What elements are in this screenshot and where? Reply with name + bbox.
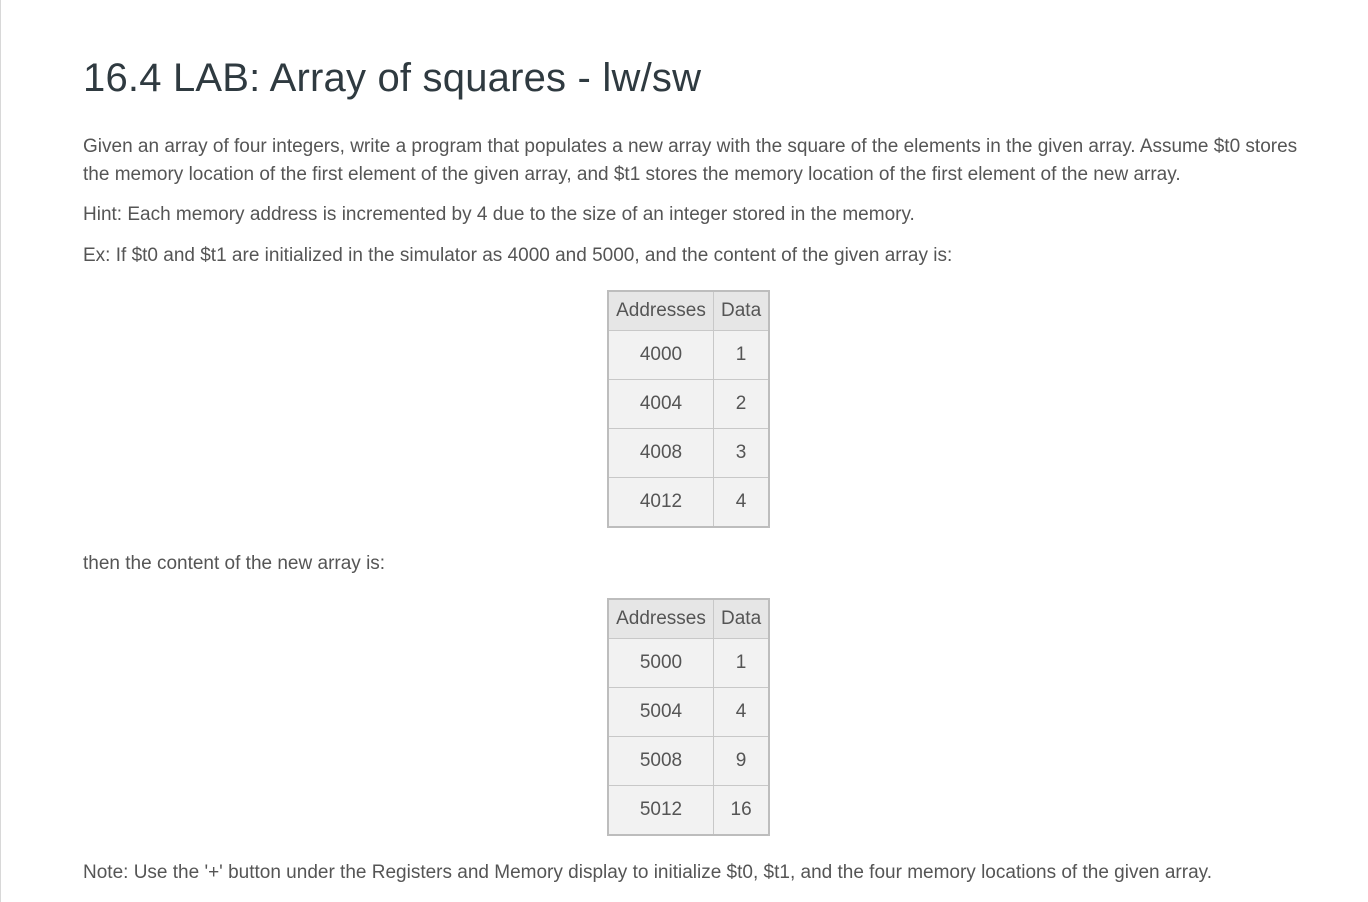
- data-cell: 3: [714, 429, 770, 478]
- table-row: [608, 786, 769, 836]
- data-header: Data: [714, 291, 770, 331]
- intro-paragraph: Given an array of four integers, write a program that populates a new array with the square of the elements in the given array. Assume $t0 stores the memory location of the first element of the given array, and $t1 stores the memory location of the first element of the new array.: [83, 136, 1298, 185]
- address-cell: 4000: [608, 331, 714, 380]
- then-paragraph: then the content of the new array is:: [83, 553, 386, 574]
- table-row: [608, 737, 769, 786]
- address-cell: 4012: [608, 478, 714, 528]
- address-cell: 5004: [608, 688, 714, 737]
- addresses-header: Addresses: [608, 599, 714, 639]
- data-cell: 2: [714, 380, 770, 429]
- data-cell: 1: [714, 331, 770, 380]
- address-cell: 4008: [608, 429, 714, 478]
- addresses-header: Addresses: [608, 291, 714, 331]
- table-row: [608, 429, 769, 478]
- given-array-table: [607, 290, 770, 528]
- data-cell: 16: [714, 786, 770, 836]
- lab-content: [83, 52, 1303, 883]
- address-cell: 5000: [608, 639, 714, 688]
- data-cell: 4: [714, 688, 770, 737]
- table-row: [608, 639, 769, 688]
- table-header-row: [608, 291, 769, 331]
- data-cell: 1: [714, 639, 770, 688]
- table-row: [608, 331, 769, 380]
- address-cell: 5012: [608, 786, 714, 836]
- address-cell: 5008: [608, 737, 714, 786]
- page-title: 16.4 LAB: Array of squares - lw/sw: [83, 56, 702, 100]
- table-row: [608, 478, 769, 528]
- address-cell: 4004: [608, 380, 714, 429]
- note-paragraph: Note: Use the '+' button under the Registers and Memory display to initialize $t0, $t1, and the four memory locations of the given array.: [83, 862, 1213, 883]
- new-array-table: [607, 598, 770, 836]
- table-row: [608, 380, 769, 429]
- table-header-row: [608, 599, 769, 639]
- example-paragraph: Ex: If $t0 and $t1 are initialized in the simulator as 4000 and 5000, and the content of the given array is:: [83, 245, 953, 266]
- data-cell: 9: [714, 737, 770, 786]
- data-header: Data: [714, 599, 770, 639]
- table-row: [608, 688, 769, 737]
- data-cell: 4: [714, 478, 770, 528]
- page-left-border: [0, 0, 1, 902]
- hint-paragraph: Hint: Each memory address is incremented by 4 due to the size of an integer stored in the memory.: [83, 204, 915, 225]
